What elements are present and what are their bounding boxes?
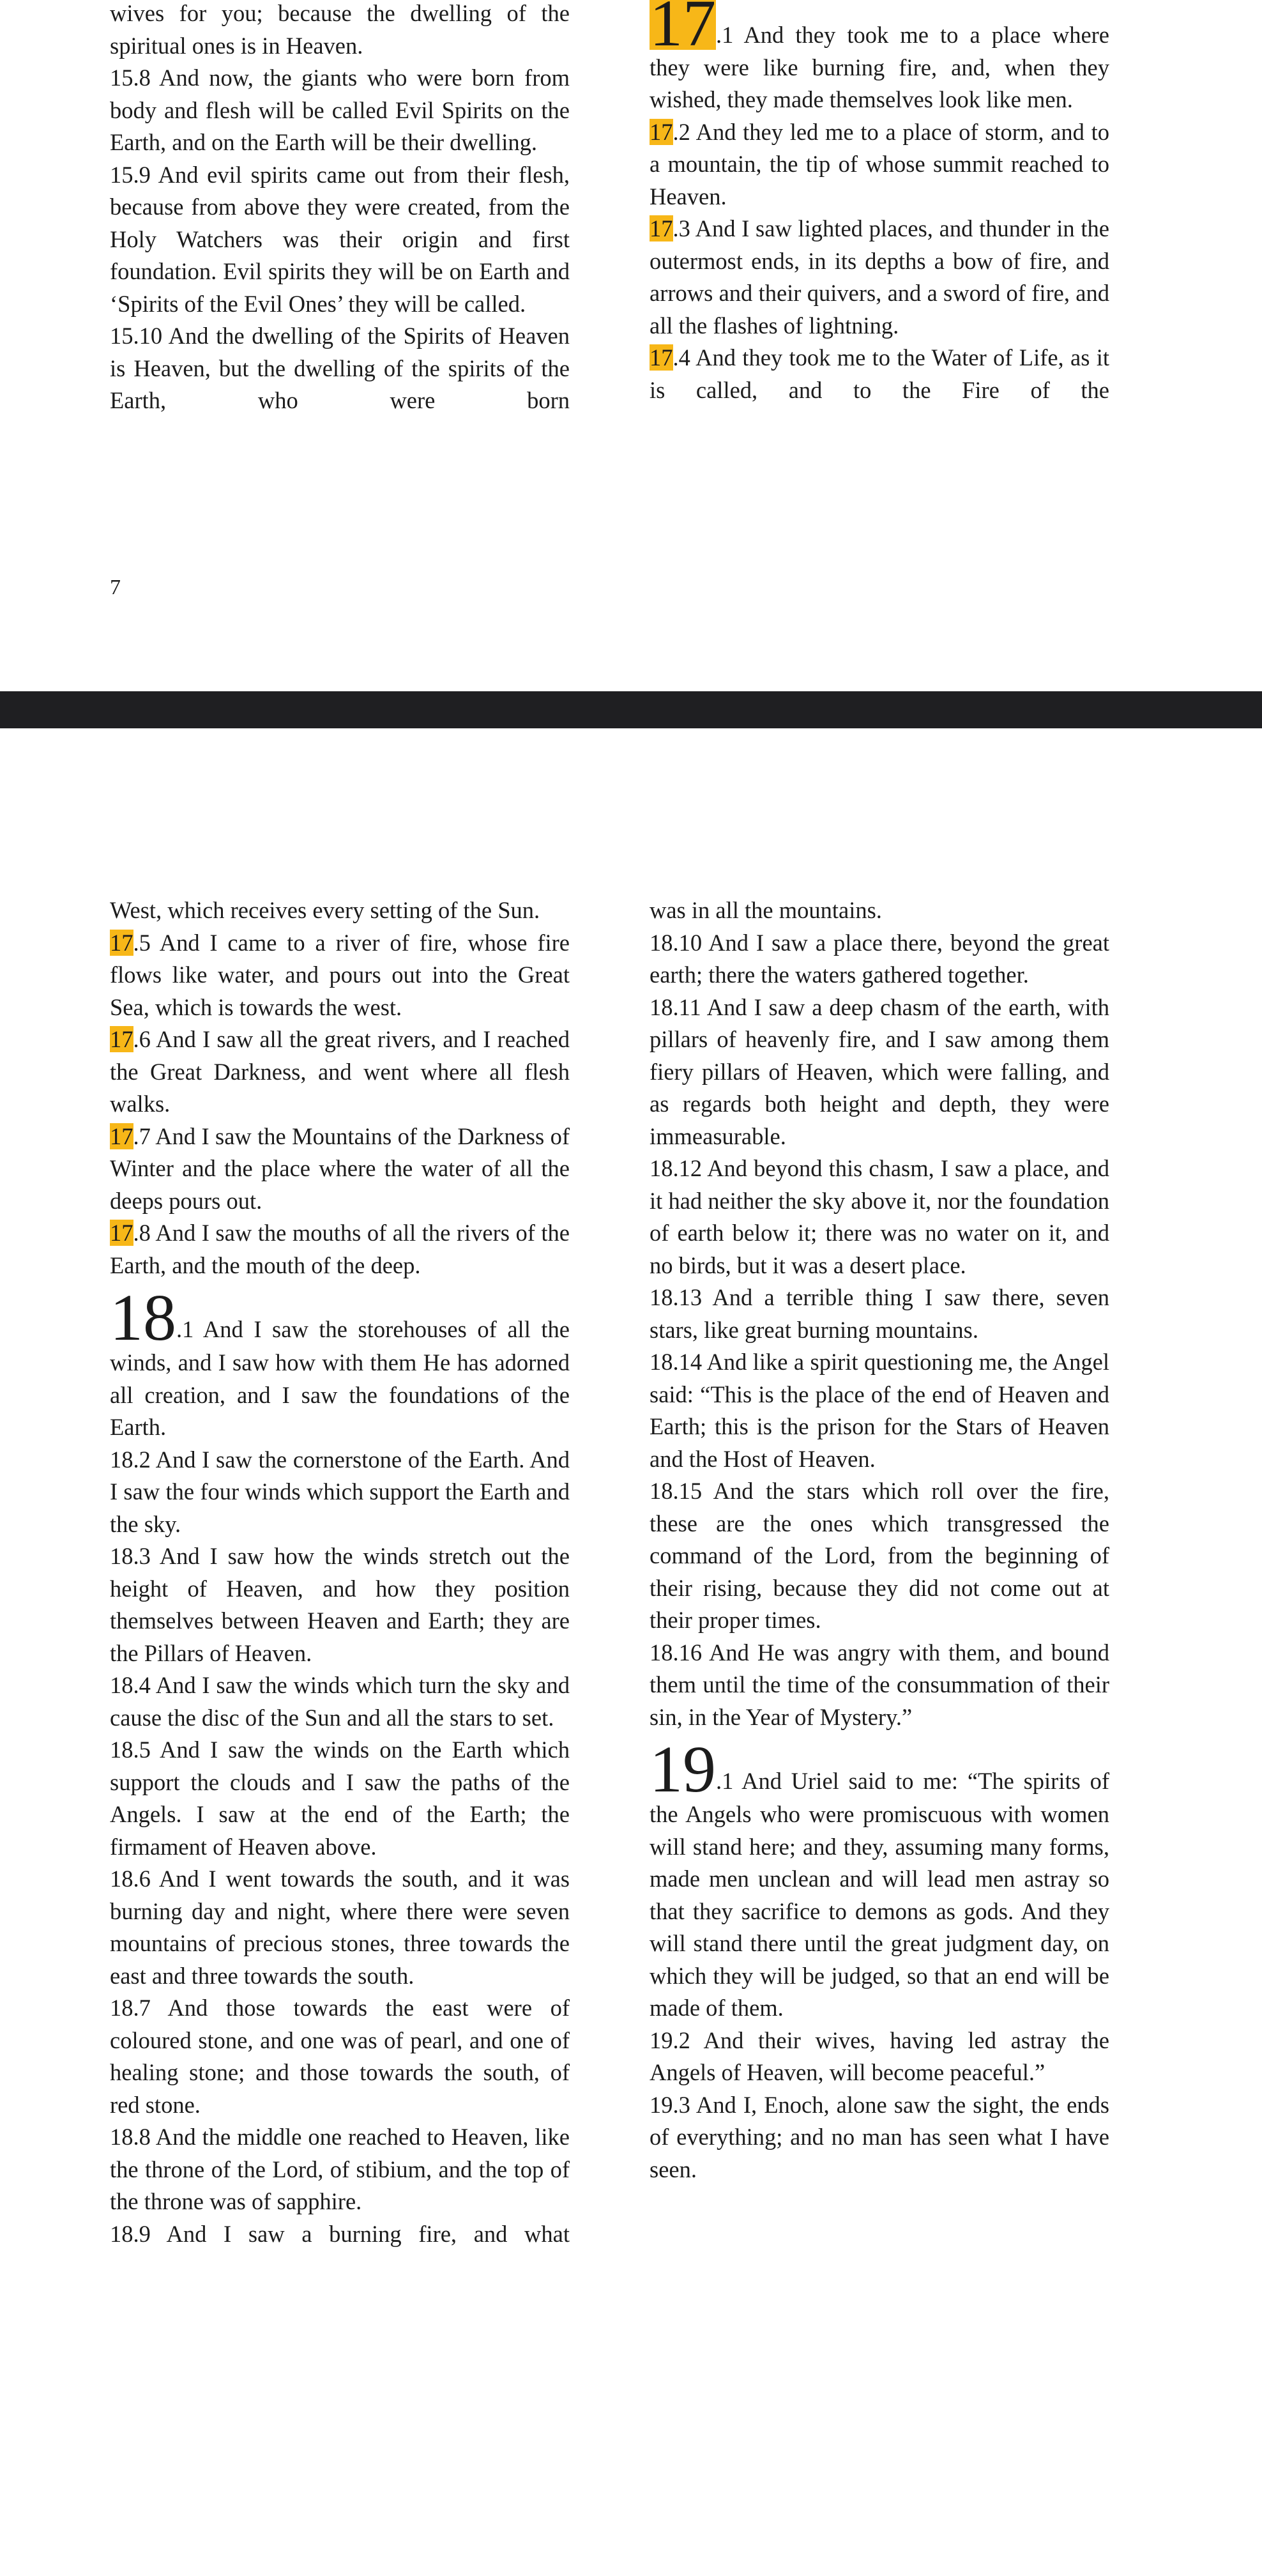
paragraph: was in all the mountains.	[650, 897, 882, 923]
top-left-column	[110, 0, 570, 417]
verse-18-13: 18.13 And a terrible thing I saw there, seven stars, like great burning mountains.	[650, 1284, 1109, 1343]
verse-19-2: 19.2 And their wives, having led astray the Angels of Heaven, will become peaceful.”	[650, 2027, 1109, 2085]
paragraph: wives for you; because the dwelling of the spiritual ones is in Heaven.	[110, 0, 570, 59]
verse-marker-highlight: 17	[650, 215, 673, 241]
verse-marker-highlight: 17	[110, 1123, 133, 1149]
chapter-number-19: 19	[650, 1733, 716, 1806]
verse-text: .1 And Uriel said to me: “The spirits of the Angels who were promiscuous with women will stand here; and they, assuming many forms, made men unclean and will lead men astray so that they sacrifice to demons as gods. And they will stand there until the great judgment day, on which they will be judged, so that an end will be made of them.	[650, 1768, 1109, 2021]
verse-17-4	[650, 342, 1109, 406]
bottom-right-column	[650, 894, 1109, 2186]
verse-17-3	[650, 213, 1109, 342]
verse-text: .4 And they took me to the Water of Life, as it is called, and to the Fire of the	[650, 344, 1109, 403]
chapter-19-verse-1	[650, 1733, 1109, 2025]
verse-19-3: 19.3 And I, Enoch, alone saw the sight, the ends of everything; and no man has seen what I have seen.	[650, 2091, 1109, 2182]
verse-text: .5 And I came to a river of fire, whose fire flows like water, and pours out into the Great Sea, which is towards the west.	[110, 929, 570, 1020]
verse-18-10: 18.10 And I saw a place there, beyond the great earth; there the waters gathered together.	[650, 929, 1109, 988]
verse-17-6	[110, 1023, 570, 1121]
page-number: 7	[110, 576, 121, 599]
verse-18-16: 18.16 And He was angry with them, and bound them until the time of the consummation of their sin, in the Year of Mystery.”	[650, 1639, 1109, 1730]
chapter-18-verse-1	[110, 1281, 570, 1444]
verse-text: .2 And they led me to a place of storm, and to a mountain, the tip of whose summit reached to Heaven.	[650, 118, 1109, 210]
verse-18-4: 18.4 And I saw the winds which turn the sky and cause the disc of the Sun and all the stars to set.	[110, 1672, 570, 1731]
verse-18-9: 18.9 And I saw a burning fire, and what	[110, 2220, 570, 2247]
verse-text: .7 And I saw the Mountains of the Darkness of Winter and the place where the water of all the deeps pours out.	[110, 1123, 570, 1214]
top-right-column	[650, 0, 1109, 406]
verse-18-5: 18.5 And I saw the winds on the Earth which support the clouds and I saw the paths of the Angels. I saw at the end of the Earth; the firmament of Heaven above.	[110, 1736, 570, 1860]
verse-17-2	[650, 116, 1109, 213]
verse-text: .6 And I saw all the great rivers, and I reached the Great Darkness, and went where all flesh walks.	[110, 1026, 570, 1117]
verse-18-11: 18.11 And I saw a deep chasm of the earth, with pillars of heavenly fire, and I saw among them fiery pillars of Heaven, which were falling, and as regards both height and depth, they were immeasurable.	[650, 993, 1109, 1149]
verse-text: .8 And I saw the mouths of all the rivers of the Earth, and the mouth of the deep.	[110, 1220, 570, 1278]
verse-18-8: 18.8 And the middle one reached to Heaven, like the throne of the Lord, of stibium, and the top of the throne was of sapphire.	[110, 2124, 570, 2214]
chapter-17-verse-1	[650, 0, 1109, 116]
bottom-left-column	[110, 894, 570, 2250]
chapter-number-18: 18	[110, 1281, 176, 1354]
verse-17-5	[110, 927, 570, 1024]
top-page	[0, 0, 1262, 691]
verse-marker-highlight: 17	[110, 1026, 133, 1052]
verse-15-9: 15.9 And evil spirits came out from their flesh, because from above they were created, from the Holy Watchers was their origin and first foundation. Evil spirits they will be on Earth and ‘Spirits of the Evil Ones’ they will be called.	[110, 161, 570, 317]
verse-marker-highlight: 17	[110, 1220, 133, 1246]
chapter-number-17: 17	[650, 0, 716, 50]
verse-18-15: 18.15 And the stars which roll over the fire, these are the ones which transgressed the command of the Lord, from the beginning of their rising, because they did not come out at their proper times.	[650, 1478, 1109, 1633]
verse-18-7: 18.7 And those towards the east were of coloured stone, and one was of pearl, and one of healing stone; and those towards the south, of red stone.	[110, 1995, 570, 2118]
paragraph: West, which receives every setting of the Sun.	[110, 897, 540, 923]
verse-marker-highlight: 17	[650, 344, 673, 371]
verse-15-10: 15.10 And the dwelling of the Spirits of Heaven is Heaven, but the dwelling of the spirits of the Earth, who were born	[110, 323, 570, 413]
verse-marker-highlight: 17	[650, 118, 673, 145]
verse-marker-highlight: 17	[110, 929, 133, 956]
verse-18-14: 18.14 And like a spirit questioning me, the Angel said: “This is the place of the end of Heaven and Earth; this is the prison for the Stars of Heaven and the Host of Heaven.	[650, 1349, 1109, 1472]
verse-18-6: 18.6 And I went towards the south, and it was burning day and night, where there were seven mountains of precious stones, three towards the east and three towards the south.	[110, 1866, 570, 1989]
verse-text: .1 And I saw the storehouses of all the winds, and I saw how with them He has adorned all creation, and I saw the foundations of the Earth.	[110, 1316, 570, 1440]
page-separator	[0, 691, 1262, 728]
verse-18-3: 18.3 And I saw how the winds stretch out the height of Heaven, and how they position themselves between Heaven and Earth; they are the Pillars of Heaven.	[110, 1543, 570, 1666]
verse-18-2: 18.2 And I saw the cornerstone of the Earth. And I saw the four winds which support the Earth and the sky.	[110, 1446, 570, 1537]
verse-text: .3 And I saw lighted places, and thunder in the outermost ends, in its depths a bow of fire, and arrows and their quivers, and a sword of fire, and all the flashes of lightning.	[650, 215, 1109, 339]
verse-17-8	[110, 1217, 570, 1282]
verse-18-12: 18.12 And beyond this chasm, I saw a place, and it had neither the sky above it, nor the foundation of earth below it; there was no water on it, and no birds, but it was a desert place.	[650, 1155, 1109, 1278]
verse-text: .1 And they took me to a place where they were like burning fire, and, when they wished, they made themselves look like men.	[650, 22, 1109, 112]
verse-15-8: 15.8 And now, the giants who were born from body and flesh will be called Evil Spirits on the Earth, and on the Earth will be their dwelling.	[110, 65, 570, 155]
verse-17-7	[110, 1121, 570, 1218]
